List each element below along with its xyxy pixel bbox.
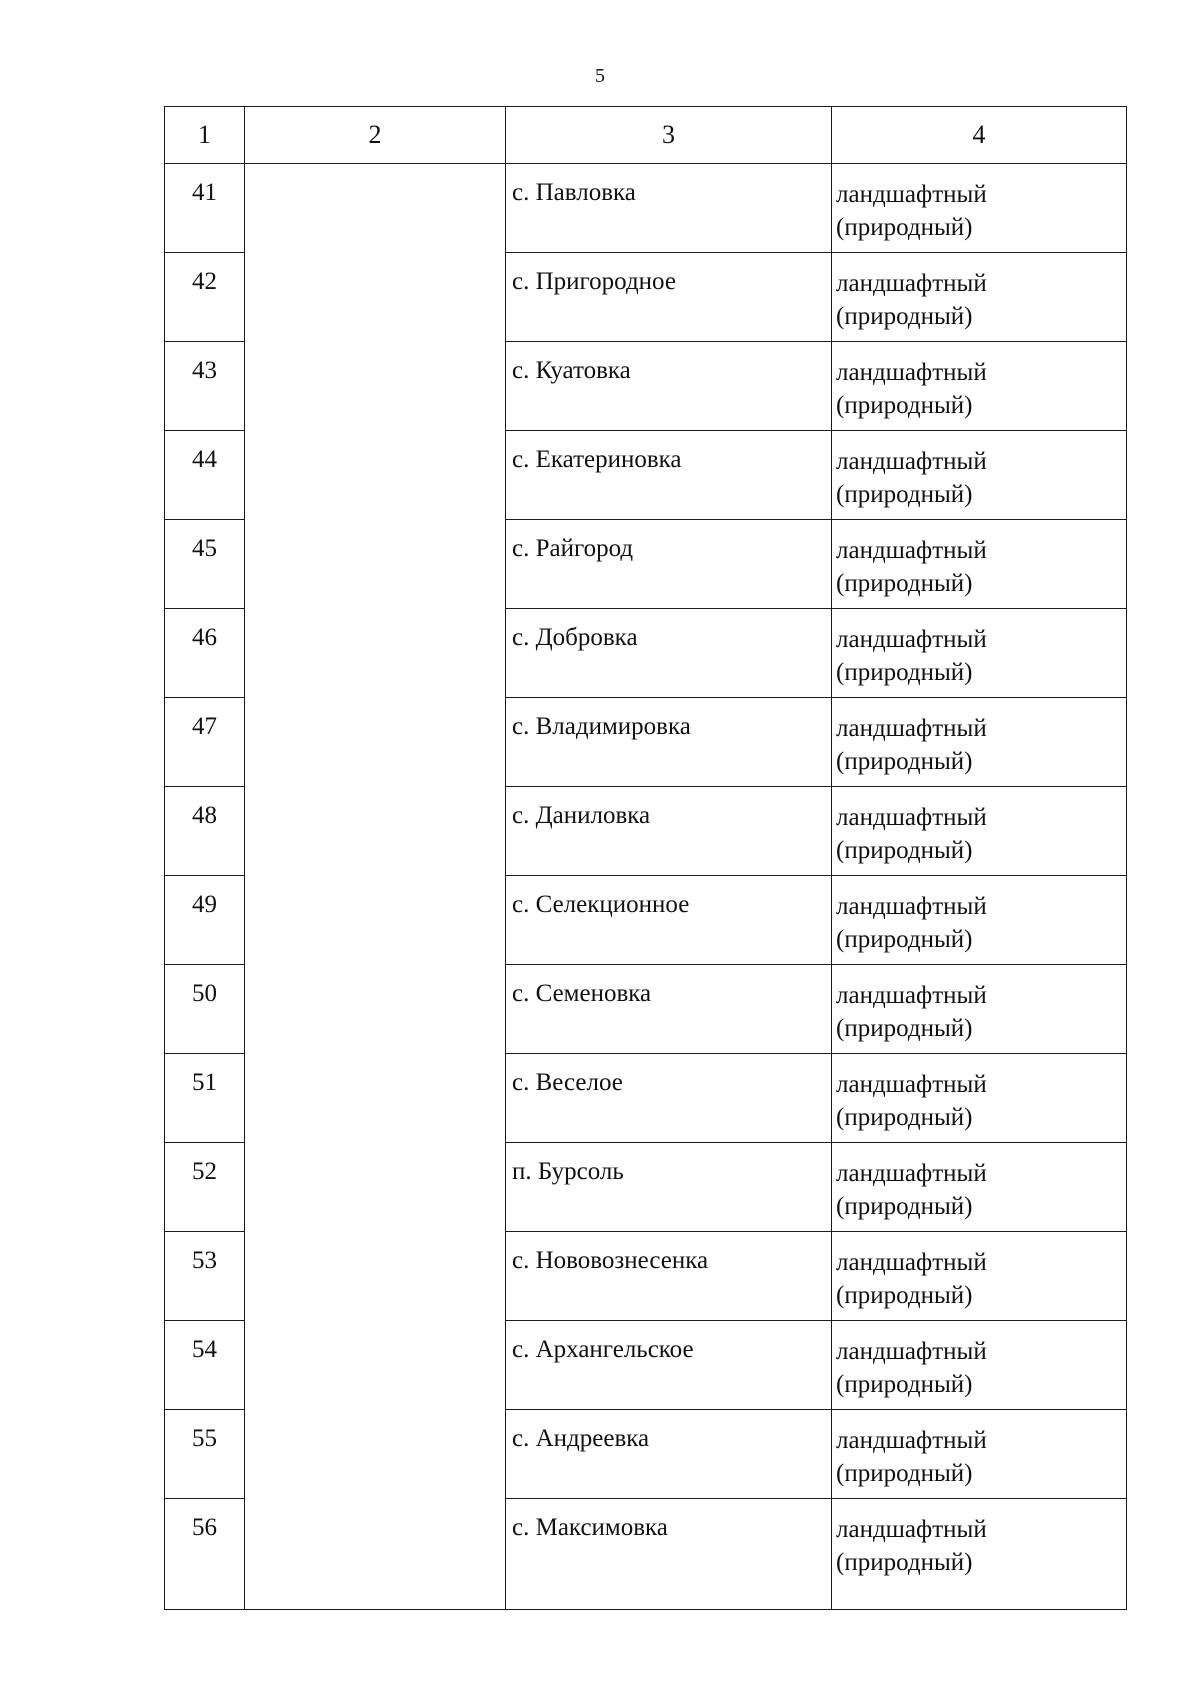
- object-type-line-1: ландшафтный: [836, 982, 987, 1009]
- row-number: 50: [165, 965, 245, 1054]
- object-type: [832, 965, 1127, 1054]
- row-number: 53: [165, 1232, 245, 1321]
- object-type: [832, 253, 1127, 342]
- object-type-line-2: (природный): [836, 1371, 973, 1398]
- object-type-line-2: (природный): [836, 392, 973, 419]
- object-type-line-1: ландшафтный: [836, 537, 987, 564]
- settlements-table: [164, 106, 1127, 1610]
- row-number: 42: [165, 253, 245, 342]
- object-type-line-1: ландшафтный: [836, 1516, 987, 1543]
- object-type-line-2: (природный): [836, 926, 973, 953]
- settlement-name: с. Добровка: [506, 609, 832, 698]
- object-type-line-1: ландшафтный: [836, 1427, 987, 1454]
- settlement-name: с. Пригородное: [506, 253, 832, 342]
- header-col-1: 1: [165, 107, 245, 164]
- header-row: [165, 107, 1127, 164]
- object-type-line-1: ландшафтный: [836, 1338, 987, 1365]
- row-number: 54: [165, 1321, 245, 1410]
- object-type: [832, 431, 1127, 520]
- object-type-line-1: ландшафтный: [836, 359, 987, 386]
- object-type: [832, 1054, 1127, 1143]
- table-header: [165, 107, 1127, 164]
- settlement-name: с. Семеновка: [506, 965, 832, 1054]
- object-type-line-1: ландшафтный: [836, 1249, 987, 1276]
- object-type-line-2: (природный): [836, 1549, 973, 1576]
- object-type-line-2: (природный): [836, 1193, 973, 1220]
- object-type: [832, 164, 1127, 253]
- object-type-line-2: (природный): [836, 659, 973, 686]
- header-col-2: 2: [245, 107, 506, 164]
- row-number: 43: [165, 342, 245, 431]
- row-number: 45: [165, 520, 245, 609]
- object-type-line-1: ландшафтный: [836, 1160, 987, 1187]
- object-type: [832, 1321, 1127, 1410]
- settlement-name: с. Павловка: [506, 164, 832, 253]
- settlement-name: с. Максимовка: [506, 1499, 832, 1610]
- object-type-line-2: (природный): [836, 303, 973, 330]
- row-number: 44: [165, 431, 245, 520]
- table-row: [165, 164, 1127, 253]
- object-type-line-2: (природный): [836, 570, 973, 597]
- row-number: 56: [165, 1499, 245, 1610]
- object-type-line-1: ландшафтный: [836, 270, 987, 297]
- settlement-name: с. Куатовка: [506, 342, 832, 431]
- settlement-name: с. Даниловка: [506, 787, 832, 876]
- row-number: 51: [165, 1054, 245, 1143]
- object-type: [832, 787, 1127, 876]
- row-number: 55: [165, 1410, 245, 1499]
- settlement-name: с. Селекционное: [506, 876, 832, 965]
- object-type-line-1: ландшафтный: [836, 626, 987, 653]
- row-number: 48: [165, 787, 245, 876]
- object-type-line-2: (природный): [836, 1282, 973, 1309]
- object-type-line-1: ландшафтный: [836, 181, 987, 208]
- settlement-name: с. Владимировка: [506, 698, 832, 787]
- object-type-line-1: ландшафтный: [836, 715, 987, 742]
- settlement-name: с. Веселое: [506, 1054, 832, 1143]
- object-type-line-2: (природный): [836, 481, 973, 508]
- object-type-line-2: (природный): [836, 1460, 973, 1487]
- object-type-line-2: (природный): [836, 214, 973, 241]
- settlement-name: с. Архангельское: [506, 1321, 832, 1410]
- page-number: 5: [595, 65, 605, 87]
- object-type-line-2: (природный): [836, 748, 973, 775]
- merged-column-2-cell: [245, 164, 506, 1610]
- row-number: 46: [165, 609, 245, 698]
- object-type-line-1: ландшафтный: [836, 804, 987, 831]
- object-type-line-2: (природный): [836, 837, 973, 864]
- row-number: 52: [165, 1143, 245, 1232]
- object-type: [832, 1499, 1127, 1610]
- object-type: [832, 1143, 1127, 1232]
- object-type: [832, 698, 1127, 787]
- object-type-line-2: (природный): [836, 1015, 973, 1042]
- settlement-name: с. Андреевка: [506, 1410, 832, 1499]
- settlement-name: с. Нововознесенка: [506, 1232, 832, 1321]
- object-type: [832, 1232, 1127, 1321]
- object-type: [832, 876, 1127, 965]
- header-col-4: 4: [832, 107, 1127, 164]
- object-type-line-1: ландшафтный: [836, 1071, 987, 1098]
- object-type: [832, 609, 1127, 698]
- row-number: 49: [165, 876, 245, 965]
- header-col-3: 3: [506, 107, 832, 164]
- row-number: 41: [165, 164, 245, 253]
- object-type-line-1: ландшафтный: [836, 448, 987, 475]
- object-type-line-1: ландшафтный: [836, 893, 987, 920]
- settlement-name: п. Бурсоль: [506, 1143, 832, 1232]
- object-type-line-2: (природный): [836, 1104, 973, 1131]
- object-type: [832, 520, 1127, 609]
- row-number: 47: [165, 698, 245, 787]
- settlement-name: с. Райгород: [506, 520, 832, 609]
- object-type: [832, 1410, 1127, 1499]
- table-body: [165, 164, 1127, 1610]
- settlement-name: с. Екатериновка: [506, 431, 832, 520]
- object-type: [832, 342, 1127, 431]
